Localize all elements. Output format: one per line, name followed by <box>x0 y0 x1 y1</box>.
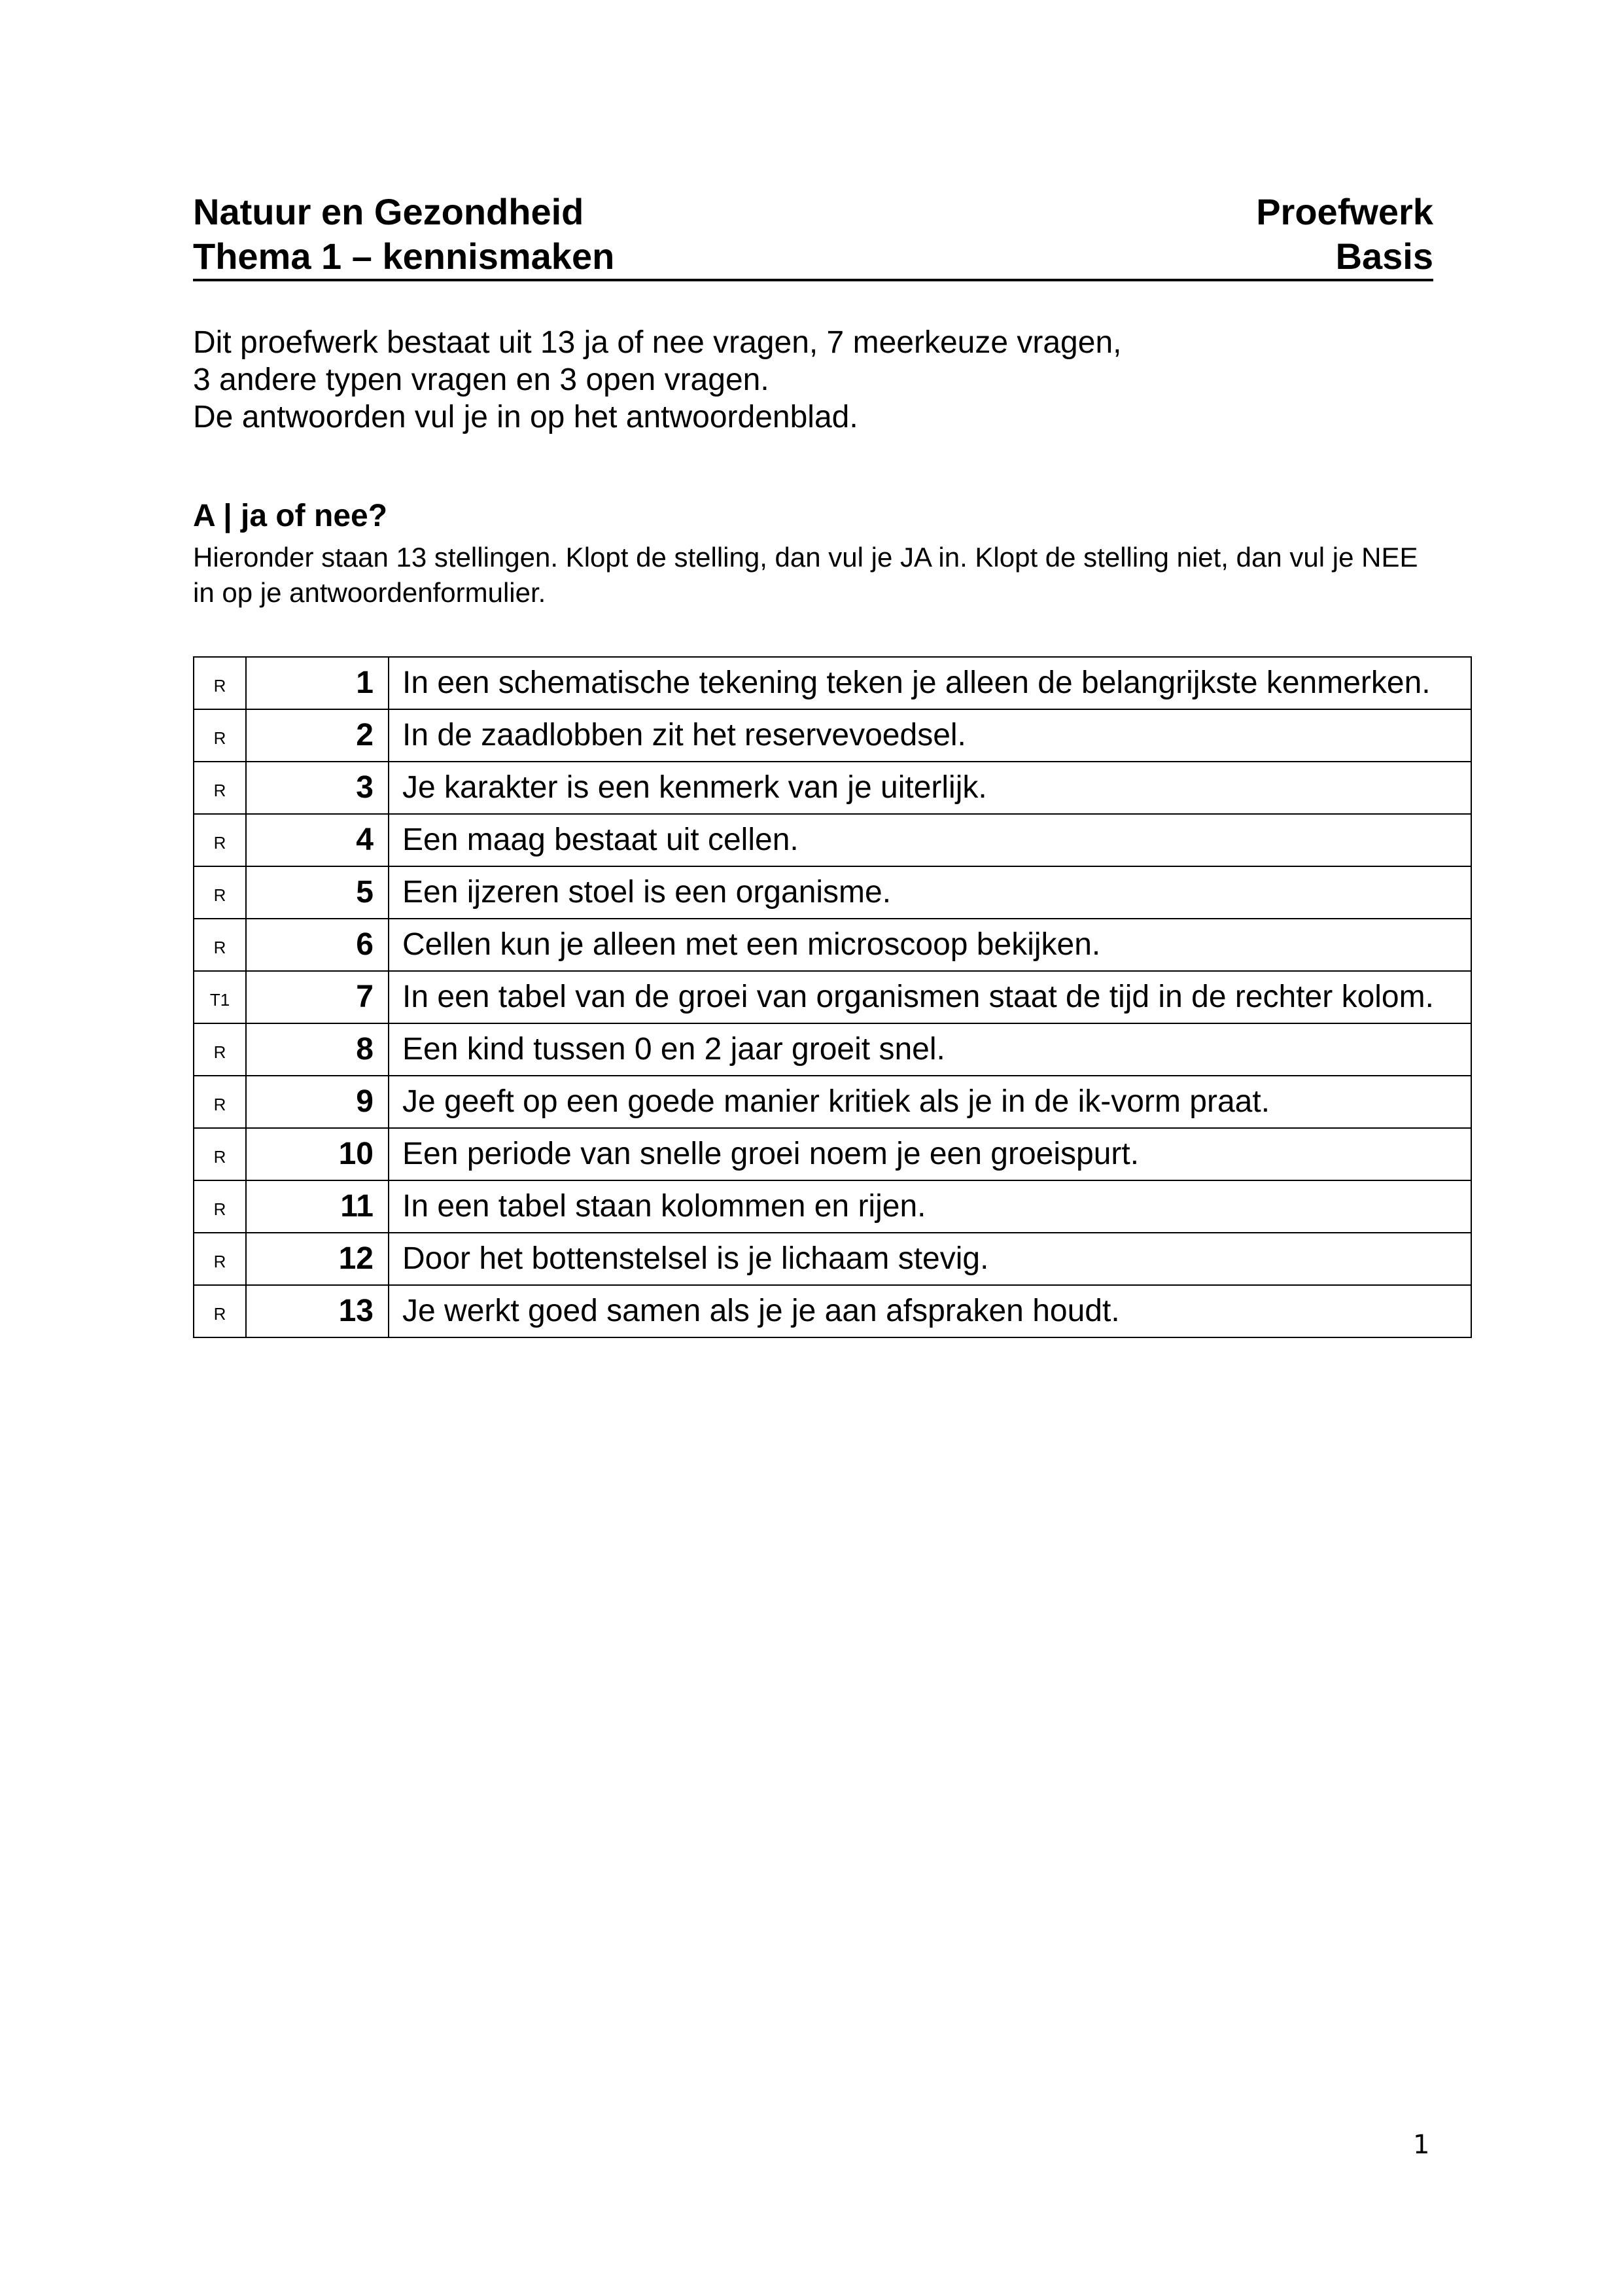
question-code: R <box>194 1023 246 1076</box>
section-a-title: A | ja of nee? <box>193 499 388 533</box>
page-number: 1 <box>1413 2130 1430 2160</box>
question-statement: In een tabel van de groei van organismen staat de tijd in de rechter kolom. <box>389 971 1471 1023</box>
intro-text <box>193 324 1436 436</box>
question-row <box>194 709 1471 762</box>
question-code: R <box>194 1180 246 1233</box>
question-row <box>194 919 1471 971</box>
question-number: 1 <box>246 657 389 709</box>
question-number: 7 <box>246 971 389 1023</box>
question-row <box>194 814 1471 866</box>
question-number: 10 <box>246 1128 389 1180</box>
questions-table <box>193 656 1472 1338</box>
question-row <box>194 1285 1471 1337</box>
question-statement: Cellen kun je alleen met een microscoop bekijken. <box>389 919 1471 971</box>
question-statement: Je werkt goed samen als je je aan afspraken houdt. <box>389 1285 1471 1337</box>
question-row <box>194 1076 1471 1128</box>
question-number: 4 <box>246 814 389 866</box>
question-code: R <box>194 1285 246 1337</box>
question-statement: Een kind tussen 0 en 2 jaar groeit snel. <box>389 1023 1471 1076</box>
question-row <box>194 1233 1471 1285</box>
document-header <box>193 190 1433 281</box>
question-row <box>194 866 1471 919</box>
question-statement: Door het bottenstelsel is je lichaam stevig. <box>389 1233 1471 1285</box>
question-number: 11 <box>246 1180 389 1233</box>
level-label: Basis <box>1335 236 1433 277</box>
question-row <box>194 1023 1471 1076</box>
intro-line: 3 andere typen vragen en 3 open vragen. <box>193 362 769 397</box>
section-a-description: Hieronder staan 13 stellingen. Klopt de stelling, dan vul je JA in. Klopt de stelling niet, dan vul je NEE in op je antwoordenformulier. <box>193 542 1418 608</box>
header-row-top <box>193 190 1433 234</box>
question-number: 9 <box>246 1076 389 1128</box>
question-number: 3 <box>246 762 389 814</box>
intro-line: De antwoorden vul je in op het antwoordenblad. <box>193 400 858 434</box>
question-number: 12 <box>246 1233 389 1285</box>
doc-type: Proefwerk <box>1256 191 1433 232</box>
question-row <box>194 657 1471 709</box>
question-code: R <box>194 919 246 971</box>
question-statement: In de zaadlobben zit het reservevoedsel. <box>389 709 1471 762</box>
question-code: T1 <box>194 971 246 1023</box>
question-row <box>194 1180 1471 1233</box>
question-code: R <box>194 762 246 814</box>
question-code: R <box>194 814 246 866</box>
question-code: R <box>194 1233 246 1285</box>
question-code: R <box>194 866 246 919</box>
question-statement: In een schematische tekening teken je alleen de belangrijkste kenmerken. <box>389 657 1471 709</box>
question-statement: In een tabel staan kolommen en rijen. <box>389 1180 1471 1233</box>
question-code: R <box>194 1076 246 1128</box>
question-number: 2 <box>246 709 389 762</box>
question-number: 8 <box>246 1023 389 1076</box>
question-number: 6 <box>246 919 389 971</box>
subject-title: Natuur en Gezondheid <box>193 191 584 232</box>
question-number: 5 <box>246 866 389 919</box>
question-statement: Je karakter is een kenmerk van je uiterlijk. <box>389 762 1471 814</box>
question-row <box>194 762 1471 814</box>
question-row <box>194 1128 1471 1180</box>
question-code: R <box>194 1128 246 1180</box>
header-row-bottom <box>193 234 1433 281</box>
question-statement: Een maag bestaat uit cellen. <box>389 814 1471 866</box>
intro-line: Dit proefwerk bestaat uit 13 ja of nee vragen, 7 meerkeuze vragen, <box>193 325 1122 360</box>
question-number: 13 <box>246 1285 389 1337</box>
question-row <box>194 971 1471 1023</box>
question-code: R <box>194 709 246 762</box>
theme-title: Thema 1 – kennismaken <box>193 236 615 277</box>
question-statement: Je geeft op een goede manier kritiek als je in de ik-vorm praat. <box>389 1076 1471 1128</box>
question-statement: Een periode van snelle groei noem je een groeispurt. <box>389 1128 1471 1180</box>
question-statement: Een ijzeren stoel is een organisme. <box>389 866 1471 919</box>
question-code: R <box>194 657 246 709</box>
